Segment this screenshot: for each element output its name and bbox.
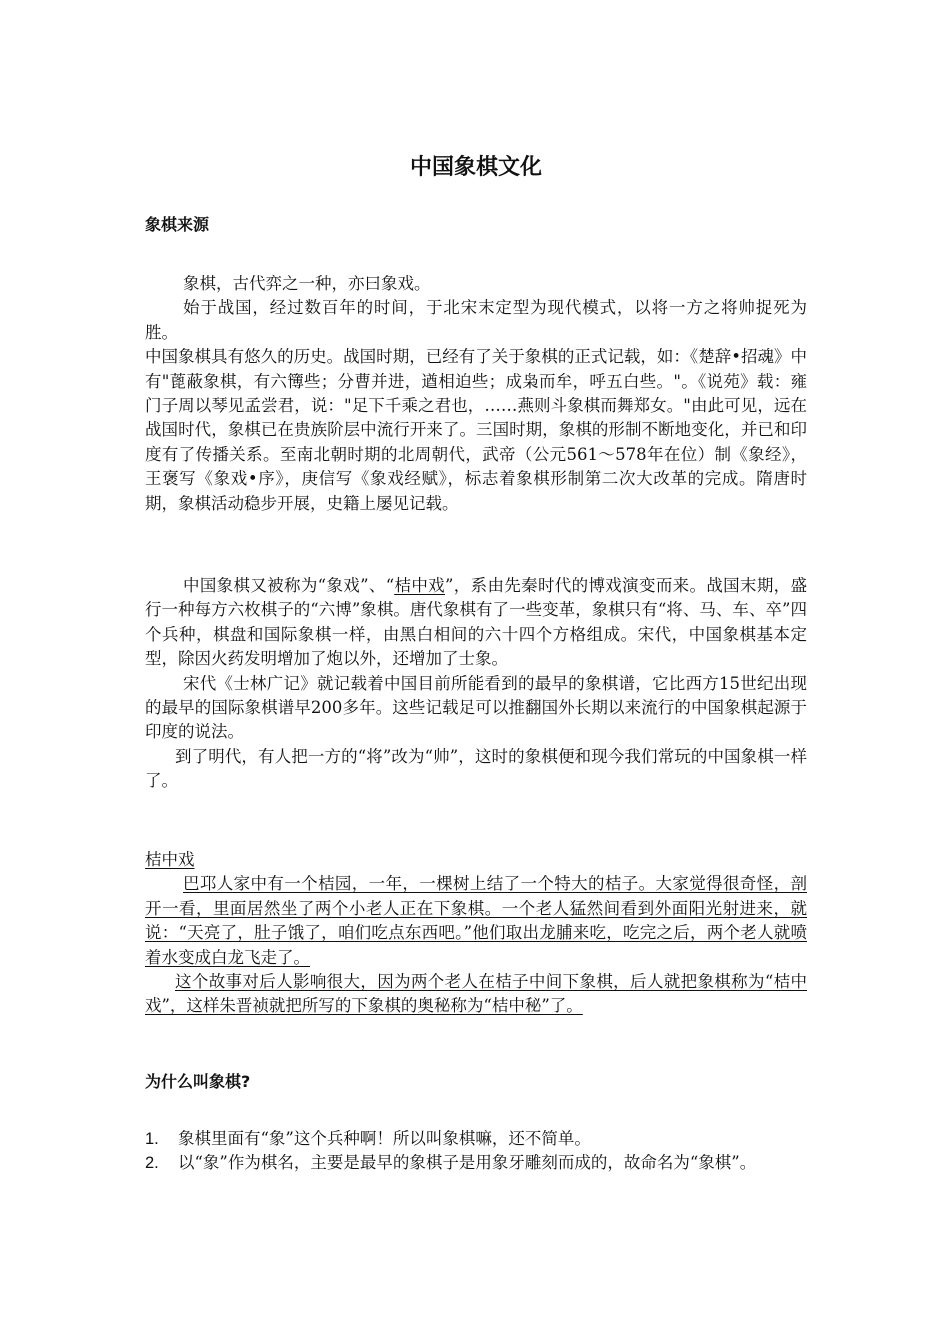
- juzhongxi-link[interactable]: 桔中戏: [394, 576, 446, 595]
- story-section: [145, 848, 807, 1019]
- paragraph-1: 象棋，古代弈之一种，亦曰象戏。: [183, 274, 431, 293]
- list-item-number: 2.: [145, 1154, 159, 1173]
- list-item-text: 象棋里面有“象”这个兵种啊！所以叫象棋嘛，还不简单。: [178, 1129, 591, 1148]
- story-heading: 桔中戏: [145, 850, 195, 869]
- paragraph-4-text-b: ”，系由先秦时代的博戏演变而来。战国末期，盛行一种每方六枚棋子的“六博”象棋。唐代象棋有了一些变革，象棋只有“将、马、车、卒”四个兵种，棋盘和国际象棋一样，由黑白相间的六十四个方格组成。宋代，中国象棋基本定型，除因火药发明增加了炮以外，还增加了士象。: [145, 576, 807, 669]
- paragraph-5: 宋代《士林广记》就记载着中国目前所能看到的最早的象棋谱，它比西方15世纪出现的最早的国际象棋谱早200多年。这些记载足可以推翻国外长期以来流行的中国象棋起源于印度的说法。: [145, 673, 807, 742]
- section-heading-origin: 象棋来源: [145, 215, 210, 234]
- paragraph-4-text-a: 中国象棋又被称为“象戏”、“: [183, 576, 395, 595]
- list-item: [145, 1151, 807, 1175]
- story-paragraph-2: 这个故事对后人影响很大，因为两个老人在桔子中间下象棋，后人就把象棋称为“桔中戏”，这样朱晋祯就把所写的下象棋的奥秘称为“桔中秘”了。: [145, 972, 807, 1016]
- paragraph-2: 始于战国，经过数百年的时间，于北宋末定型为现代模式，以将一方之将帅捉死为胜。: [145, 298, 807, 342]
- section-heading-why: 为什么叫象棋?: [145, 1072, 251, 1091]
- paragraph-4: [145, 574, 807, 672]
- reason-list: [145, 1127, 807, 1176]
- origin-section-continued: [145, 574, 807, 794]
- paragraph-6: 到了明代，有人把一方的“将”改为“帅”，这时的象棋便和现今我们常玩的中国象棋一样了。: [145, 746, 807, 791]
- list-item-number: 1.: [145, 1130, 159, 1148]
- page-title: 中国象棋文化: [409, 155, 542, 180]
- origin-section: [145, 272, 807, 516]
- story-paragraph-1: 巴邛人家中有一个桔园，一年，一棵树上结了一个特大的桔子。大家觉得很奇怪，剖开一看，里面居然坐了两个小老人正在下象棋。一个老人猛然间看到外面阳光射进来，就说：“天亮了，肚子饿了，咱们吃点东西吧。”他们取出龙脯来吃，吃完之后，两个老人就喷着水变成白龙飞走了。: [145, 874, 807, 967]
- list-item-text: 以“象”作为棋名，主要是最早的象棋子是用象牙雕刻而成的，故命名为“象棋”。: [178, 1153, 757, 1173]
- list-item: [145, 1127, 807, 1151]
- paragraph-3: 中国象棋具有悠久的历史。战国时期，已经有了关于象棋的正式记载，如：《楚辞•招魂》中有"蓖蔽象棋，有六簙些；分曹并进，遒相迫些；成枭而牟，呼五白些。"。《说苑》载：雍门子周以琴见孟尝君，说："足下千乘之君也，……燕则斗象棋而舞郑女。"由此可见，远在战国时代，象棋已在贵族阶层中流行开来了。三国时期，象棋的形制不断地变化，并已和印度有了传播关系。至南北朝时期的北周朝代，武帝（公元561～578年在位）制《象经》，王褒写《象戏•序》，庚信写《象戏经赋》，标志着象棋形制第二次大改革的完成。隋唐时期，象棋活动稳步开展，史籍上屡见记载。: [145, 347, 807, 513]
